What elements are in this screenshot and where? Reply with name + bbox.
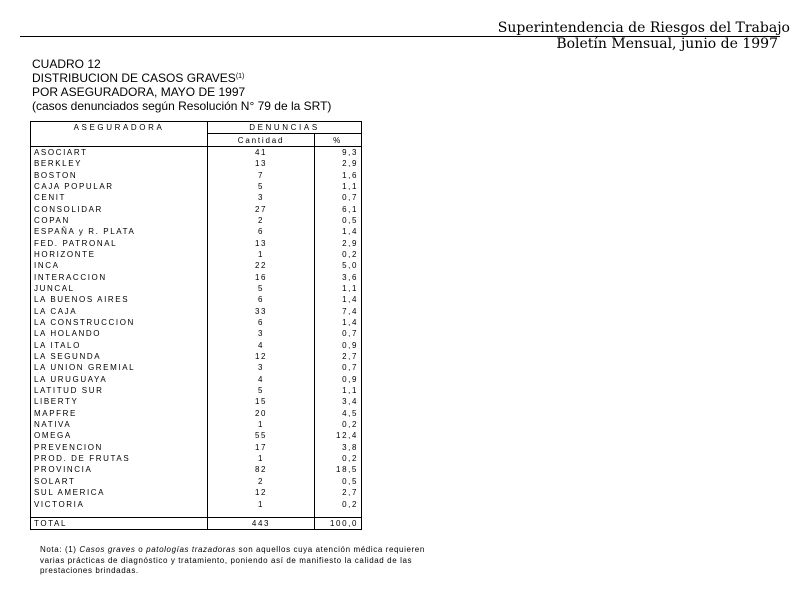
row-pct: 4,5 xyxy=(315,408,362,419)
table-row xyxy=(31,158,362,169)
row-insurer-name: ASOCIART xyxy=(31,146,208,158)
row-qty: 1 xyxy=(208,249,315,260)
row-qty: 5 xyxy=(208,181,315,192)
table-row xyxy=(31,317,362,328)
row-qty: 3 xyxy=(208,362,315,373)
total-row xyxy=(31,517,362,529)
row-pct: 12,4 xyxy=(315,430,362,441)
table-row xyxy=(31,396,362,407)
spacer-row xyxy=(31,510,362,518)
row-pct: 1,1 xyxy=(315,181,362,192)
row-pct: 2,7 xyxy=(315,351,362,362)
row-insurer-name: INTERACCION xyxy=(31,271,208,282)
total-qty: 443 xyxy=(208,517,315,529)
total-pct: 100,0 xyxy=(315,517,362,529)
header-org: Superintendencia de Riesgos del Trabajo xyxy=(497,20,790,36)
title-line-3: POR ASEGURADORA, MAYO DE 1997 xyxy=(32,85,246,99)
row-pct: 1,1 xyxy=(315,385,362,396)
table-row xyxy=(31,408,362,419)
row-pct: 0,2 xyxy=(315,249,362,260)
table-row xyxy=(31,249,362,260)
row-insurer-name: LATITUD SUR xyxy=(31,385,208,396)
row-qty: 16 xyxy=(208,271,315,282)
row-qty: 2 xyxy=(208,476,315,487)
row-insurer-name: HORIZONTE xyxy=(31,249,208,260)
row-insurer-name: VICTORIA xyxy=(31,498,208,509)
row-qty: 15 xyxy=(208,396,315,407)
row-pct: 5,0 xyxy=(315,260,362,271)
table-row xyxy=(31,203,362,214)
row-insurer-name: INCA xyxy=(31,260,208,271)
row-pct: 0,7 xyxy=(315,362,362,373)
table-body xyxy=(31,146,362,510)
row-pct: 2,7 xyxy=(315,487,362,498)
row-pct: 3,6 xyxy=(315,271,362,282)
col-header-cantidad: Cantidad xyxy=(208,134,315,146)
table-row xyxy=(31,419,362,430)
row-insurer-name: FED. PATRONAL xyxy=(31,237,208,248)
row-insurer-name: CONSOLIDAR xyxy=(31,203,208,214)
row-pct: 9,3 xyxy=(315,146,362,158)
row-pct: 0,5 xyxy=(315,476,362,487)
table-row xyxy=(31,294,362,305)
footnote-rest: son aquellos cuya atención médica requieren xyxy=(235,545,425,554)
row-pct: 0,7 xyxy=(315,328,362,339)
insurers-table xyxy=(30,121,362,530)
row-pct: 3,8 xyxy=(315,442,362,453)
row-insurer-name: LA UNION GREMIAL xyxy=(31,362,208,373)
table-row xyxy=(31,226,362,237)
table-row xyxy=(31,146,362,158)
row-insurer-name: CENIT xyxy=(31,192,208,203)
table-row xyxy=(31,374,362,385)
table-title-block xyxy=(32,57,331,113)
row-insurer-name: PROD. DE FRUTAS xyxy=(31,453,208,464)
footnote-term-1: Casos graves xyxy=(79,545,136,554)
row-insurer-name: CAJA POPULAR xyxy=(31,181,208,192)
footnote-line-1 xyxy=(40,545,425,556)
row-insurer-name: PREVENCION xyxy=(31,442,208,453)
table-row xyxy=(31,442,362,453)
table-row xyxy=(31,385,362,396)
table-row xyxy=(31,283,362,294)
row-insurer-name: MAPFRE xyxy=(31,408,208,419)
table-row xyxy=(31,498,362,509)
row-qty: 55 xyxy=(208,430,315,441)
row-qty: 33 xyxy=(208,306,315,317)
table-row xyxy=(31,169,362,180)
table-row xyxy=(31,181,362,192)
footnote xyxy=(40,545,425,577)
row-insurer-name: LA CAJA xyxy=(31,306,208,317)
row-qty: 3 xyxy=(208,328,315,339)
row-pct: 1,4 xyxy=(315,294,362,305)
row-pct: 1,1 xyxy=(315,283,362,294)
row-qty: 3 xyxy=(208,192,315,203)
row-qty: 1 xyxy=(208,498,315,509)
row-insurer-name: LIBERTY xyxy=(31,396,208,407)
table-row xyxy=(31,192,362,203)
row-qty: 2 xyxy=(208,215,315,226)
row-qty: 41 xyxy=(208,146,315,158)
row-pct: 0,7 xyxy=(315,192,362,203)
row-pct: 0,2 xyxy=(315,419,362,430)
row-qty: 5 xyxy=(208,385,315,396)
row-qty: 6 xyxy=(208,294,315,305)
header-bulletin: Boletín Mensual, junio de 1997 xyxy=(556,36,778,52)
row-insurer-name: OMEGA xyxy=(31,430,208,441)
table-row xyxy=(31,351,362,362)
row-pct: 1,4 xyxy=(315,317,362,328)
row-pct: 0,2 xyxy=(315,453,362,464)
title-footnote-ref: (1) xyxy=(235,73,245,80)
title-line-4: (casos denunciados según Resolución N° 79 de la SRT) xyxy=(32,99,332,113)
row-qty: 1 xyxy=(208,453,315,464)
table-row xyxy=(31,260,362,271)
row-insurer-name: LA CONSTRUCCION xyxy=(31,317,208,328)
row-qty: 27 xyxy=(208,203,315,214)
title-line-1: CUADRO 12 xyxy=(32,57,101,71)
footnote-conj: o xyxy=(135,545,147,554)
row-pct: 0,2 xyxy=(315,498,362,509)
footnote-term-2: patologías trazadoras xyxy=(146,545,236,554)
table-row xyxy=(31,271,362,282)
table-row xyxy=(31,328,362,339)
row-qty: 12 xyxy=(208,351,315,362)
row-pct: 0,5 xyxy=(315,215,362,226)
row-insurer-name: LA SEGUNDA xyxy=(31,351,208,362)
row-qty: 22 xyxy=(208,260,315,271)
row-pct: 7,4 xyxy=(315,306,362,317)
footnote-line-3: prestaciones brindadas. xyxy=(40,566,139,575)
row-pct: 0,9 xyxy=(315,374,362,385)
table-row xyxy=(31,430,362,441)
row-insurer-name: LA BUENOS AIRES xyxy=(31,294,208,305)
row-qty: 13 xyxy=(208,237,315,248)
col-header-aseguradora: ASEGURADORA xyxy=(31,122,208,147)
table-row xyxy=(31,464,362,475)
row-insurer-name: LA HOLANDO xyxy=(31,328,208,339)
row-insurer-name: LA URUGUAYA xyxy=(31,374,208,385)
row-qty: 7 xyxy=(208,169,315,180)
col-header-denuncias: DENUNCIAS xyxy=(208,122,362,134)
footnote-line-2: varias prácticas de diagnóstico y tratamiento, poniendo así de manifiesto la calidad de las xyxy=(40,555,413,565)
table-row xyxy=(31,215,362,226)
row-insurer-name: ESPAÑA y R. PLATA xyxy=(31,226,208,237)
table-row xyxy=(31,237,362,248)
table-row xyxy=(31,487,362,498)
table-row xyxy=(31,362,362,373)
row-pct: 1,6 xyxy=(315,169,362,180)
table-row xyxy=(31,306,362,317)
row-qty: 13 xyxy=(208,158,315,169)
row-insurer-name: SOLART xyxy=(31,476,208,487)
table-row xyxy=(31,340,362,351)
row-pct: 2,9 xyxy=(315,158,362,169)
row-insurer-name: BERKLEY xyxy=(31,158,208,169)
row-qty: 82 xyxy=(208,464,315,475)
row-insurer-name: SUL AMERICA xyxy=(31,487,208,498)
row-qty: 5 xyxy=(208,283,315,294)
table-row xyxy=(31,476,362,487)
title-line-2-text: DISTRIBUCION DE CASOS GRAVES xyxy=(32,71,236,85)
row-insurer-name: LA ITALO xyxy=(31,340,208,351)
row-qty: 12 xyxy=(208,487,315,498)
row-qty: 20 xyxy=(208,408,315,419)
row-qty: 1 xyxy=(208,419,315,430)
row-insurer-name: NATIVA xyxy=(31,419,208,430)
total-label: TOTAL xyxy=(31,517,208,529)
row-qty: 6 xyxy=(208,226,315,237)
row-pct: 6,1 xyxy=(315,203,362,214)
col-header-pct: % xyxy=(315,134,362,146)
title-line-2 xyxy=(32,71,331,85)
row-pct: 1,4 xyxy=(315,226,362,237)
table-row xyxy=(31,453,362,464)
row-qty: 4 xyxy=(208,374,315,385)
row-qty: 4 xyxy=(208,340,315,351)
row-insurer-name: JUNCAL xyxy=(31,283,208,294)
row-qty: 17 xyxy=(208,442,315,453)
row-pct: 18,5 xyxy=(315,464,362,475)
footnote-prefix: Nota: (1) xyxy=(40,545,80,554)
row-pct: 0,9 xyxy=(315,340,362,351)
row-qty: 6 xyxy=(208,317,315,328)
row-pct: 3,4 xyxy=(315,396,362,407)
row-insurer-name: PROVINCIA xyxy=(31,464,208,475)
row-insurer-name: BOSTON xyxy=(31,169,208,180)
row-insurer-name: COPAN xyxy=(31,215,208,226)
row-pct: 2,9 xyxy=(315,237,362,248)
